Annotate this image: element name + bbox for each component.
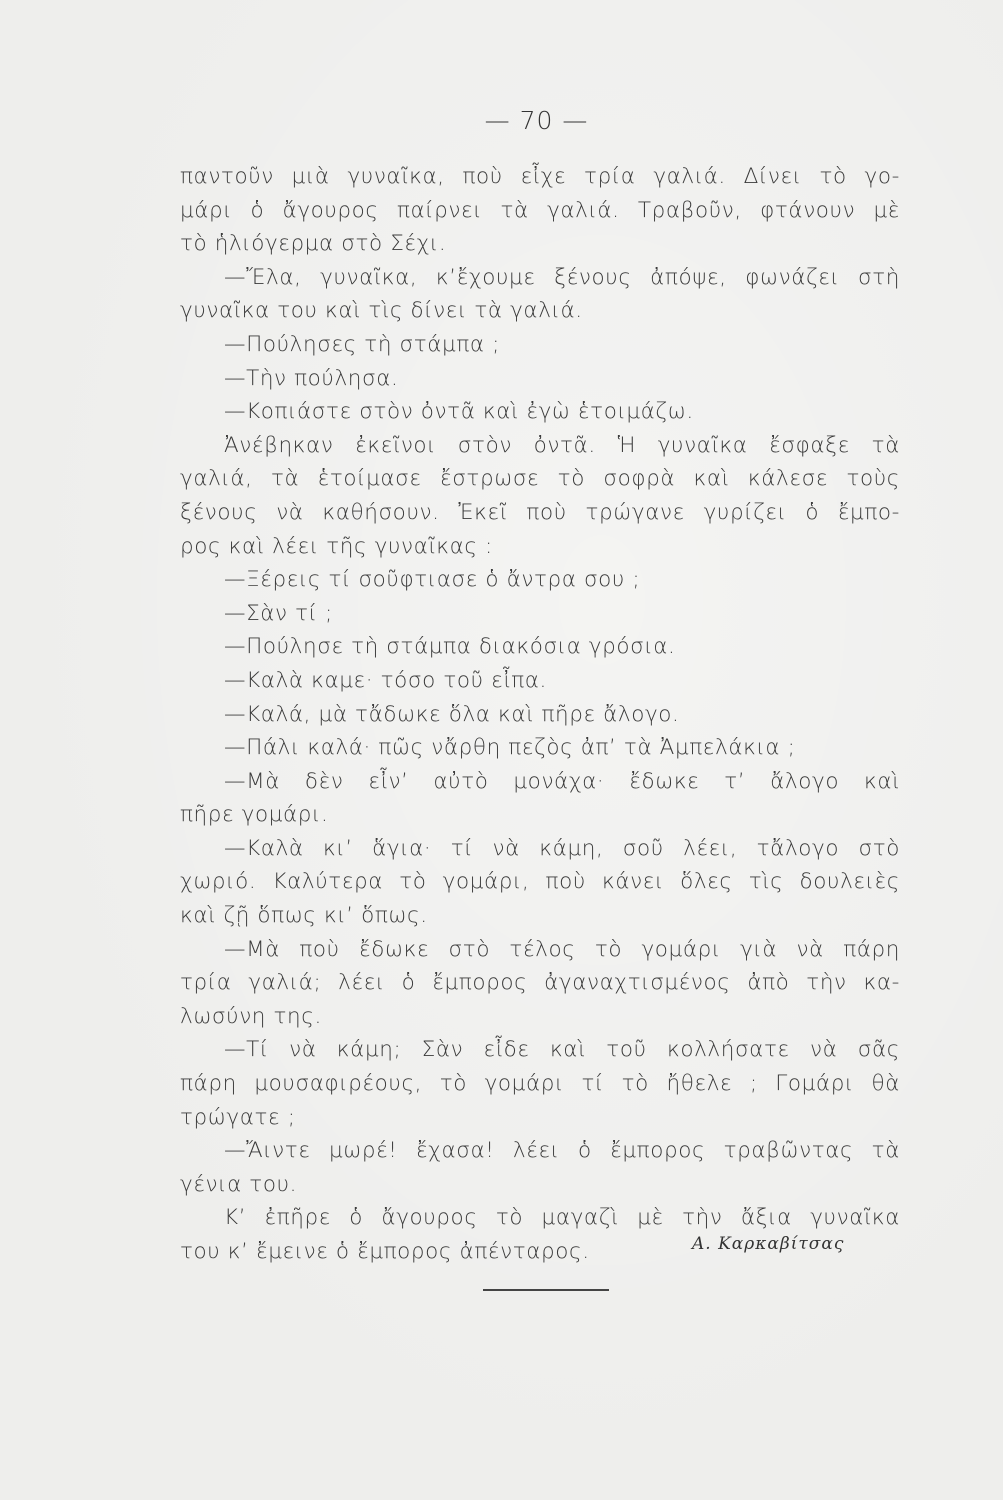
text-line: παντοῦν μιὰ γυναῖκα, ποὺ εἶχε τρία γαλιά. Δίνει τὸ γο- (180, 164, 900, 189)
text-line: γαλιά, τὰ ἑτοίμασε ἔστρωσε τὸ σοφρὰ καὶ κάλεσε τοὺς (180, 466, 900, 492)
text-line: λωσύνη της. (180, 1003, 322, 1029)
text-line: —Μὰ δὲν εἶν’ αὐτὸ μονάχα· ἔδωκε τ’ ἄλογο καὶ (224, 768, 900, 794)
text-line: μάρι ὁ ἄγουρος παίρνει τὰ γαλιά. Τραβοῦν, φτάνουν μὲ (180, 197, 900, 223)
text-line: —Ἄιντε μωρέ! ἔχασα! λέει ὁ ἔμπορος τραβῶντας τὰ (224, 1138, 900, 1164)
text-line: —Κοπιάστε στὸν ὀντᾶ καὶ ἐγὼ ἑτοιμάζω. (224, 399, 694, 425)
text-line: —Τὴν πούλησα. (224, 365, 399, 391)
text-line: —Μὰ ποὺ ἔδωκε στὸ τέλος τὸ γομάρι γιὰ νὰ πάρη (224, 936, 900, 962)
text-line: πάρη μουσαφιρέους, τὸ γομάρι τί τὸ ἤθελε ; Γομάρι θὰ (180, 1071, 900, 1097)
text-line: καὶ ζῇ ὅπως κι’ ὅπως. (180, 903, 428, 929)
text-line: —Καλά, μὰ τἄδωκε ὅλα καὶ πῆρε ἄλογο. (224, 701, 680, 727)
text-line: —Πούλησε τὴ στάμπα διακόσια γρόσια. (224, 634, 676, 660)
text-line: —Καλὰ καμε· τόσο τοῦ εἶπα. (224, 667, 547, 693)
text-line: —Πάλι καλά· πῶς νἄρθη πεζὸς ἀπ’ τὰ Ἀμπελάκια ; (224, 735, 796, 761)
text-line: πῆρε γομάρι. (180, 802, 329, 828)
text-line: τρώγατε ; (180, 1104, 296, 1130)
text-line: γένια του. (180, 1171, 298, 1197)
text-line: του κ’ ἔμεινε ὁ ἔμπορος ἀπένταρος. (180, 1239, 590, 1264)
text-line: —Καλὰ κι’ ἅγια· τί νὰ κάμη, σοῦ λέει, τἄλογο στὸ (224, 835, 900, 861)
text-line: —Πούλησες τὴ στάμπα ; (224, 331, 500, 357)
text-line: —Τί νὰ κάμη; Σὰν εἶδε καὶ τοῦ κολλήσατε νὰ σᾶς (224, 1037, 900, 1063)
text-line: ρος καὶ λέει τῆς γυναῖκας : (180, 533, 493, 559)
text-line: ξένους νὰ καθήσουν. Ἐκεῖ ποὺ τρώγανε γυρίζει ὁ ἔμπο- (180, 499, 900, 525)
text-line: τὸ ἡλιόγερμα στὸ Σέχι. (180, 231, 447, 257)
text-line: —Σὰν τί ; (224, 600, 333, 626)
text-line: χωριό. Καλύτερα τὸ γομάρι, ποὺ κάνει ὅλες τὶς δουλειὲς (180, 869, 900, 895)
end-rule (483, 1289, 609, 1291)
text-line: —Ξέρεις τί σοῦφτιασε ὁ ἄντρα σου ; (224, 567, 641, 593)
text-line: τρία γαλιά; λέει ὁ ἔμπορος ἀγαναχτισμένος ἀπὸ τὴν κα- (180, 970, 900, 996)
text-line: γυναῖκα του καὶ τὶς δίνει τὰ γαλιά. (180, 298, 583, 324)
body-text (180, 160, 900, 1269)
text-line: Κ’ ἐπῆρε ὁ ἄγουρος τὸ μαγαζὶ μὲ τὴν ἄξια γυναῖκα (224, 1205, 900, 1231)
author-signature: Α. Καρκαβίτσας (692, 1234, 845, 1254)
page-number: — 70 — (484, 106, 589, 135)
text-line: —Ἔλα, γυναῖκα, κ’ἔχουμε ξένους ἀπόψε, φωνάζει στὴ (224, 264, 900, 290)
text-line: Ἀνέβηκαν ἐκεῖνοι στὸν ὀντᾶ. Ἡ γυναῖκα ἔσφαξε τὰ (224, 432, 900, 458)
